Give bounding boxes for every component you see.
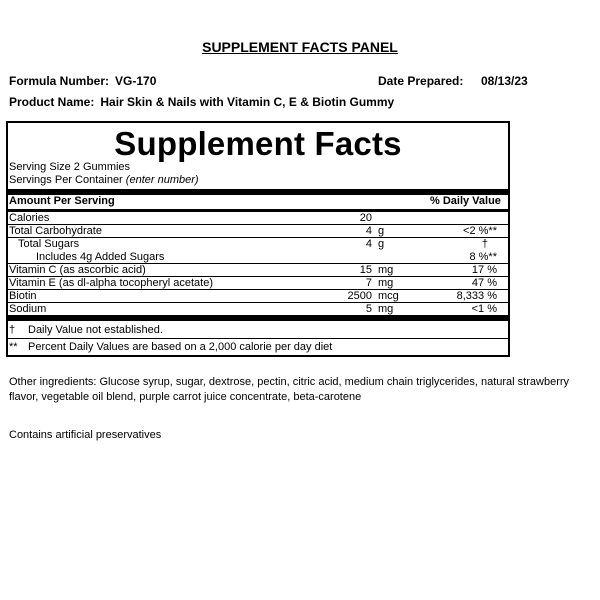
nutrient-row-added-sugars [8, 251, 508, 264]
nutrient-name: Calories [9, 212, 50, 224]
footnote-dagger-symbol: † [9, 324, 16, 336]
nutrient-row-biotin [8, 290, 508, 303]
nutrient-unit: mg [378, 303, 394, 315]
nutrient-daily-value: † [481, 238, 488, 250]
nutrient-amount: 7 [365, 277, 372, 289]
nutrient-daily-value: <1 % [471, 303, 497, 315]
nutrient-unit: mcg [378, 290, 399, 302]
nutrient-daily-value: 8 %** [469, 251, 497, 263]
nutrient-amount: 2500 [347, 290, 372, 302]
amount-header-row [8, 195, 508, 209]
nutrient-name: Vitamin E (as dl-alpha tocopheryl acetate) [9, 277, 214, 289]
nutrient-unit: mg [378, 277, 394, 289]
nutrient-amount: 20 [359, 212, 372, 224]
nutrient-name: Includes 4g Added Sugars [36, 251, 165, 263]
nutrient-daily-value: 8,333 % [456, 290, 497, 302]
footnote-percent-text: Percent Daily Values are based on a 2,000 calorie per day diet [28, 341, 333, 353]
formula-number-label: Formula Number: [9, 74, 110, 88]
supplement-facts-title: Supplement Facts [114, 125, 402, 162]
nutrient-name: Vitamin C (as ascorbic acid) [9, 264, 146, 276]
product-name-value: Hair Skin & Nails with Vitamin C, E & Biotin Gummy [100, 95, 395, 109]
nutrient-daily-value: 17 % [471, 264, 497, 276]
nutrient-name: Biotin [9, 290, 37, 302]
date-prepared-label: Date Prepared: [378, 74, 464, 88]
serving-size: Serving Size 2 Gummies [9, 161, 131, 173]
nutrient-amount: 15 [359, 264, 372, 276]
nutrient-row-vitamin-c [8, 264, 508, 277]
contains-statement: Contains artificial preservatives [9, 429, 162, 441]
nutrient-daily-value: 47 % [471, 277, 497, 289]
nutrient-unit: g [378, 238, 385, 250]
nutrient-unit: mg [378, 264, 394, 276]
nutrient-amount: 4 [365, 238, 372, 250]
nutrient-name: Total Sugars [18, 238, 80, 250]
footnote-percent-dv [8, 341, 508, 354]
nutrient-daily-value: <2 %** [463, 225, 497, 237]
footnote-dagger [8, 324, 508, 337]
nutrient-amount: 5 [365, 303, 372, 315]
nutrient-rows [8, 212, 508, 316]
nutrient-row-total-sugars [8, 238, 508, 251]
formula-number [9, 74, 156, 88]
thick-divider-bottom [8, 315, 508, 321]
formula-number-value: VG-170 [115, 74, 157, 88]
footnote-dagger-text: Daily Value not established. [28, 324, 163, 336]
page-title: SUPPLEMENT FACTS PANEL [202, 39, 398, 55]
servings-per-container [9, 174, 199, 186]
date-prepared-value: 08/13/23 [481, 74, 528, 88]
footnote-divider [8, 338, 508, 339]
servings-per-container-label: Servings Per Container [9, 174, 123, 186]
supplement-facts-box [6, 121, 510, 357]
nutrient-row-total-carbohydrate [8, 225, 508, 238]
other-ingredients: Other ingredients: Glucose syrup, sugar, dextrose, pectin, citric acid, medium chain triglycerides, natural strawberry flavor, vegetable oil blend, purple carrot juice concentrate, beta-carotene [9, 376, 570, 403]
nutrient-amount: 4 [365, 225, 372, 237]
product-name-label: Product Name: [9, 95, 95, 109]
footnote-percent-symbol: ** [9, 341, 18, 353]
servings-per-container-value: (enter number) [125, 174, 199, 186]
nutrient-row-vitamin-e [8, 277, 508, 290]
product-name [9, 95, 394, 109]
nutrient-name: Sodium [9, 303, 47, 315]
nutrient-name: Total Carbohydrate [9, 225, 102, 237]
nutrient-unit: g [378, 225, 385, 237]
amount-per-serving-header: Amount Per Serving [9, 195, 115, 207]
daily-value-header: % Daily Value [430, 195, 501, 207]
nutrient-row-calories [8, 212, 508, 225]
